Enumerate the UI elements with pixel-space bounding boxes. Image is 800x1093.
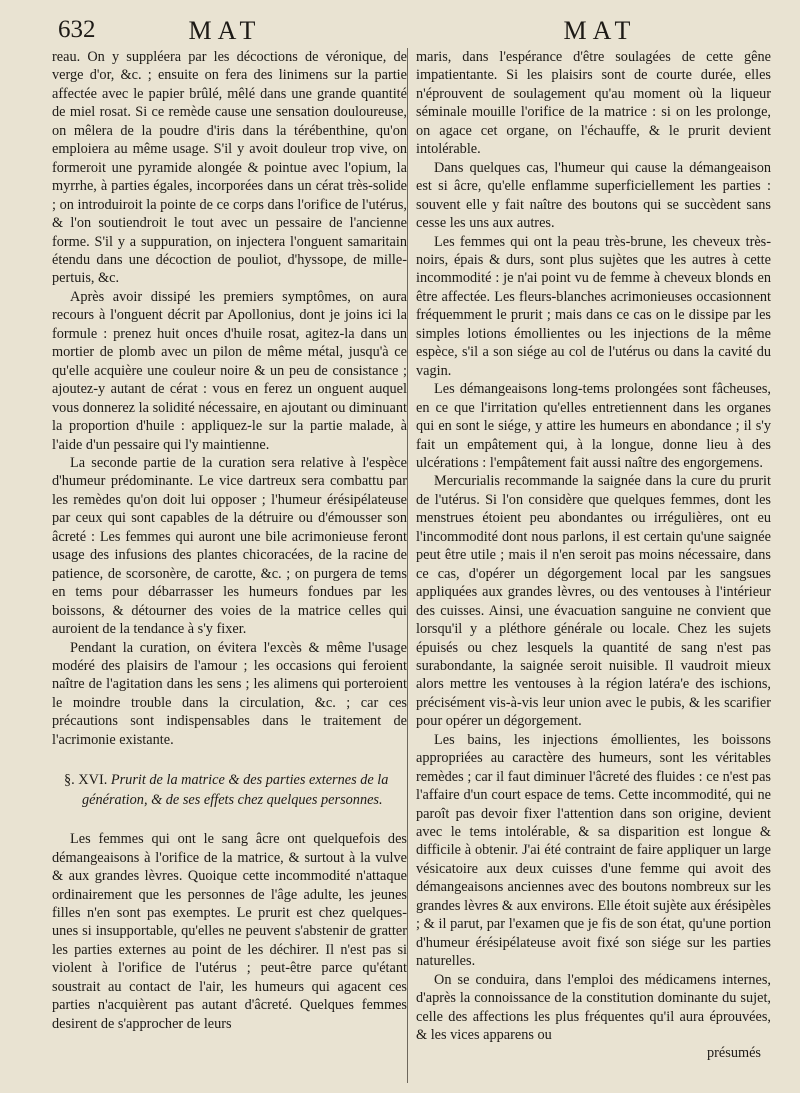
- paragraph: Pendant la curation, on évitera l'excès & même l'usage modéré des plaisirs de l'amour ; les occasions qui feroient naître de l'agitation dans les sens ; les alimens qui porteroient le moindre trouble dans la circulation, &c. ; car ces précautions sont indispensables dans le traitement de l'acrimonie existante.: [52, 639, 407, 748]
- catchword: présumés: [707, 1045, 761, 1062]
- paragraph: Après avoir dissipé les premiers symptômes, on aura recours à l'onguent décrit par Apollonius, dont je joins ici la formule : prenez huit onces d'huile rosat, agitez-la dans un mortier de plomb avec un pilon de même métal, jusqu'à ce qu'elle acquière une couleur noire & un peu de consistance ; ajoutez-y autant de cérat : vous en ferez un onguent auquel vous donnerez la solidité nécessaire, en ajoutant ou diminuant la proportion d'huile : appliquez-le sur la partie malade, à l'aide d'un pessaire qui l'y maintienne.: [52, 288, 407, 453]
- right-column: [416, 48, 771, 1086]
- paragraph: Les démangeaisons long-tems prolongées sont fâcheuses, en ce que l'irritation qu'elles entretiennent dans les organes qui en sont le siége, y attire les humeurs en abondance ; il s'y fait un empâtement qui, à la longue, donne lieu à des ulcérations : l'empâtement fait aussi naître des engorgemens.: [416, 381, 771, 471]
- paragraph: Les bains, les injections émollientes, les boissons appropriées au caractère des humeurs, sont les véritables remèdes ; car il faut diminuer l'âcreté des fluides : ce n'est pas l'affaire d'un court espace de tems. Cette incommodité, qui ne paroît pas devoir fixer l'attention dans son origine, devient avec le tems intolérable, & sa disparition est longue & difficile à obtenir. J'ai été contraint de faire appliquer un large vésicatoire aux deux cuisses d'une femme qui avoit des démangeaisons anciennes avec des boutons nombreux sur les grandes lèvres & aux environs. Elle étoit sujète aux érésipèles ; & il parut, par l'examen que je fis de son état, qu'une portion d'humeur érésipélateuse avoit fixé son siége sur les parties naturelles.: [416, 731, 771, 970]
- paragraph: On se conduira, dans l'emploi des médicamens internes, d'après la connoissance de la constitution dominante du sujet, celle des affections les plus fréquentes qu'il aura éprouvées, & les vices apparens ou: [416, 971, 771, 1044]
- section-number: §. XVI.: [64, 772, 108, 789]
- column-divider: [407, 48, 408, 1083]
- paragraph: reau. On y suppléera par les décoctions de véronique, de verge d'or, &c. ; ensuite on fera des linimens sur la partie affectée avec le papier brûlé, mêlé dans une grande quantité de miel rosat. Si ce remède cause une sensation douloureuse, on mêlera de la poudre d'iris dans la térébenthine, qu'on emploiera au même usage. S'il y avoit douleur trop vive, on formeroit une pyramide alongée & pointue avec l'opium, la myrrhe, à parties égales, incorporées dans un cérat très-solide ; on introduiroit la pointe de ce corps dans l'orifice de l'utérus, & l'on soutiendroit le tout avec un pessaire de l'ancienne forme. S'il y a suppuration, on injectera l'onguent samaritain étendu dans une décoction de pouliot, d'hyssope, de mille-pertuis, &c.: [52, 49, 407, 287]
- paragraph: Les femmes qui ont la peau très-brune, les cheveux très-noirs, épais & durs, sont plus sujètes que les autres à cette incommodité : je n'ai point vu de femme à cheveux blonds en être affectée. Les fleurs-blanches acrimonieuses occasionnent fréquemment le prurit ; mais dans ce cas on le dissipe par les simples lotions émollientes ou les injections de la même espèce, s'il a son siége au col de l'utérus ou dans la cavité du vagin.: [416, 233, 771, 379]
- right-running-title: MAT: [563, 16, 637, 45]
- running-header: [0, 10, 800, 50]
- left-column: [52, 48, 407, 1086]
- section-title: Prurit de la matrice & des parties externes de la génération, & de ses effets chez quelques personnes.: [82, 772, 389, 808]
- left-running-title: MAT: [188, 16, 262, 45]
- page-number: 632: [58, 16, 96, 43]
- paragraph: maris, dans l'espérance d'être soulagées de cette gêne impatientante. Si les plaisirs sont de courte durée, elles n'éprouvent de soulagement qu'au moment où la liqueur séminale mouille l'orifice de la matrice : si on les prolonge, on agace cet organe, on l'échauffe, & le prurit devient intolérable.: [416, 49, 771, 158]
- section-heading: [52, 771, 407, 810]
- paragraph: Les femmes qui ont le sang âcre ont quelquefois des démangeaisons à l'orifice de la matrice, & surtout à la vulve & aux grandes lèvres. Quoique cette incommodité n'attaque ordinairement que les personnes de l'âge adulte, les jeunes filles n'en sont pas exemptes. Le prurit est chez quelques-unes si insupportable, qu'elles ne peuvent s'abstenir de gratter les parties externes au point de les déchirer. Il n'est pas si violent à l'orifice de l'utérus ; peut-être parce qu'étant soustrait au contact de l'air, les humeurs qui agacent ces parties n'acquièrent pas autant d'âcreté. Quelques femmes desirent de s'approcher de leurs: [52, 831, 407, 1032]
- paragraph: Mercurialis recommande la saignée dans la cure du prurit de l'utérus. Si l'on considère que quelques femmes, dont les menstrues étoient peu abondantes ou irrégulières, ont eu l'incommodité dont nous parlons, il est certain qu'une saignée peut être utile ; mais il n'en seroit pas moins nécessaire, dans ce cas, d'opérer un dégorgement local par les sangsues appliquées aux grandes lèvres, ou des ventouses à l'intérieur des cuisses. Ainsi, une évacuation sanguine ne convient que lorsqu'il y a pléthore générale ou locale. Chez les sujets épuisés ou chez lesquels la quantité de sang n'est pas surabondante, la saignée seroit nuisible. Il vaudroit mieux alors mettre les ventouses à la région latéra'e des ischions, précisément vis-à-vis leur union avec le pubis, & les scarifier pour opérer un dégorgement.: [416, 473, 771, 730]
- paragraph: Dans quelques cas, l'humeur qui cause la démangeaison est si âcre, qu'elle enflamme superficiellement les parties : souvent elle y fait naître des boutons qui se succèdent sans cesse les uns aux autres.: [416, 159, 771, 232]
- paragraph: La seconde partie de la curation sera relative à l'espèce d'humeur prédominante. Le vice dartreux sera combattu par les remèdes qu'on doit lui opposer ; l'humeur érésipélateuse par ceux qui sont capables de la détruire ou d'émousser son âcreté : Les femmes qui auront une bile acrimonieuse feront usage des infusions des plantes chicoracées, de la racine de patience, de scorsonère, de carotte, &c. ; on purgera de tems en tems pour débarrasser les humeurs fondues par les boissons, & détourner des voies de la matrice celles qui auroient de la tendance à s'y fixer.: [52, 454, 407, 638]
